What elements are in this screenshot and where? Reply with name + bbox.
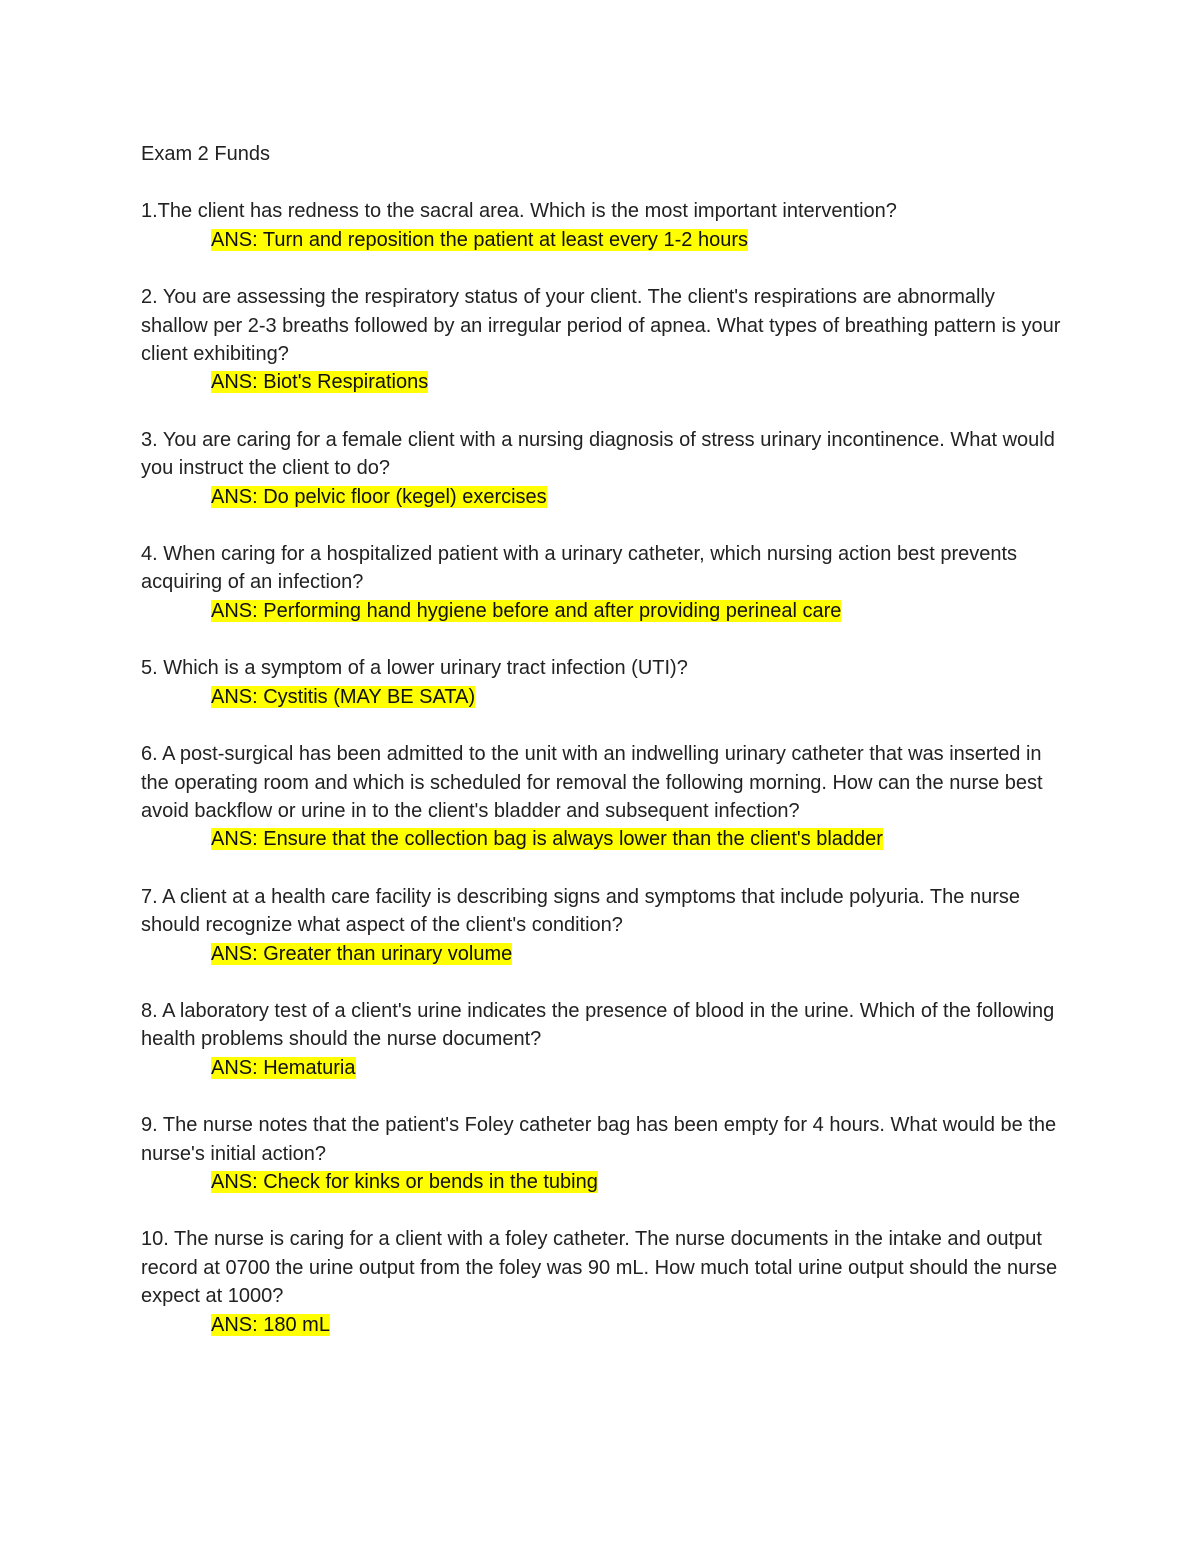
- qa-item-3: [141, 426, 1061, 511]
- question-text: 5. Which is a symptom of a lower urinary tract infection (UTI)?: [141, 657, 688, 680]
- answer-highlight: ANS: Biot's Respirations: [211, 371, 429, 394]
- answer-highlight: ANS: 180 mL: [211, 1313, 330, 1336]
- answer-highlight: ANS: Do pelvic floor (kegel) exercises: [211, 485, 547, 508]
- qa-item-10: [141, 1225, 1061, 1339]
- qa-item-1: [141, 197, 1061, 254]
- answer-highlight: ANS: Ensure that the collection bag is always lower than the client's bladder: [211, 828, 883, 851]
- qa-item-4: [141, 540, 1061, 625]
- answer-highlight: ANS: Check for kinks or bends in the tubing: [211, 1170, 598, 1193]
- document-title: Exam 2 Funds: [141, 143, 270, 165]
- document-page: [141, 140, 1061, 1368]
- question-text: 3. You are caring for a female client with a nursing diagnosis of stress urinary incontinence. What would you instruct the client to do?: [141, 428, 1055, 480]
- answer-highlight: ANS: Performing hand hygiene before and after providing perineal care: [211, 599, 842, 622]
- answer-highlight: ANS: Turn and reposition the patient at least every 1-2 hours: [211, 228, 748, 251]
- question-text: 6. A post-surgical has been admitted to the unit with an indwelling urinary catheter that was inserted in the operating room and which is scheduled for removal the following morning. How can the nurse best avoid backflow or urine in to the client's bladder and subsequent infection?: [141, 743, 1043, 822]
- question-text: 1.The client has redness to the sacral area. Which is the most important intervention?: [141, 200, 897, 223]
- answer-highlight: ANS: Cystitis (MAY BE SATA): [211, 685, 476, 708]
- qa-item-5: [141, 654, 1061, 711]
- qa-item-2: [141, 283, 1061, 397]
- qa-item-6: [141, 740, 1061, 854]
- question-text: 8. A laboratory test of a client's urine indicates the presence of blood in the urine. Which of the following health problems should the nurse document?: [141, 999, 1055, 1051]
- question-text: 9. The nurse notes that the patient's Foley catheter bag has been empty for 4 hours. What would be the nurse's initial action?: [141, 1114, 1057, 1165]
- question-text: 7. A client at a health care facility is describing signs and symptoms that include polyuria. The nurse should recognize what aspect of the client's condition?: [141, 885, 1020, 937]
- qa-item-7: [141, 883, 1061, 968]
- answer-highlight: ANS: Greater than urinary volume: [211, 942, 513, 965]
- answer-highlight: ANS: Hematuria: [211, 1056, 356, 1079]
- question-text: 10. The nurse is caring for a client with a foley catheter. The nurse documents in the intake and output record at 0700 the urine output from the foley was 90 mL. How much total urine output should the nurse expect at 1000?: [141, 1228, 1058, 1308]
- question-text: 2. You are assessing the respiratory status of your client. The client's respirations are abnormally shallow per 2-3 breaths followed by an irregular period of apnea. What types of breathing pattern is your client exhibiting?: [141, 286, 1061, 366]
- question-text: 4. When caring for a hospitalized patient with a urinary catheter, which nursing action best prevents acquiring of an infection?: [141, 543, 1018, 594]
- qa-item-9: [141, 1111, 1061, 1196]
- qa-item-8: [141, 997, 1061, 1082]
